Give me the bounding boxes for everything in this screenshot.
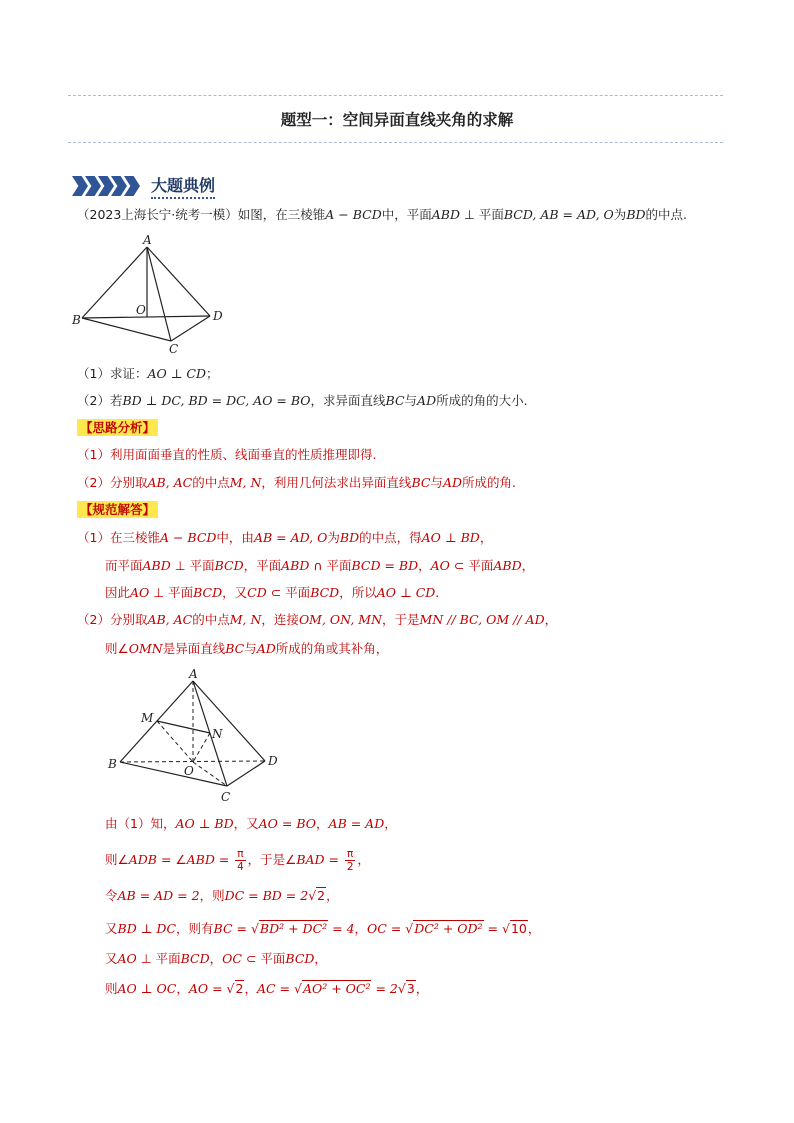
derivation-line-3: 令AB = AD = 2，则DC = BD = 2√2，	[105, 888, 339, 903]
fraction-pi-over-2: $\frac{\pi}{2}$	[346, 848, 354, 873]
fig2-label-b: B	[108, 757, 117, 771]
fig2-label-o: O	[184, 764, 194, 778]
fig1-label-o: O	[136, 303, 146, 317]
page-title: 题型一：空间异面直线夹角的求解	[280, 111, 514, 129]
fig2-label-c: C	[221, 790, 231, 804]
fig2-label-m: M	[141, 711, 154, 725]
problem-statement: （2023上海长宁·统考一模）如图，在三棱锥A − BCD中，平面ABD ⊥ 平面BCD, AB = AD, O为BD的中点.	[77, 207, 688, 222]
solution-tag-line	[77, 501, 158, 519]
fig2-label-d: D	[268, 754, 278, 768]
section-banner	[72, 175, 215, 197]
fraction-pi-over-4: $\frac{\pi}{4}$	[237, 848, 244, 873]
solution-line-4: （2）分别取AB, AC的中点M, N，连接OM, ON, MN，于是MN // BC, OM // AD，	[77, 612, 558, 627]
solution-tag: 【规范解答】	[77, 501, 158, 518]
solution-line-2: 而平面ABD ⊥ 平面BCD，平面ABD ∩ 平面BCD = BD，AO ⊂ 平面ABD，	[105, 558, 535, 573]
solution-line-3: 因此AO ⊥ 平面BCD，又CD ⊂ 平面BCD，所以AO ⊥ CD.	[105, 585, 440, 600]
fig2-label-n: N	[212, 727, 223, 741]
fig1-label-a: A	[143, 233, 152, 247]
solution-line-5: 则∠OMN是异面直线BC与AD所成的角或其补角，	[105, 641, 389, 656]
question-2: （2）若BD ⊥ DC, BD = DC, AO = BO，求异面直线BC与AD所成的角的大小.	[77, 393, 528, 408]
fig1-label-c: C	[169, 342, 179, 356]
fig1-label-b: B	[72, 313, 81, 327]
chevron-arrows-icon	[72, 176, 137, 196]
top-dashed-rule	[68, 95, 723, 96]
analysis-line-2: （2）分别取AB, AC的中点M, N，利用几何法求出异面直线BC与AD所成的角.	[77, 475, 516, 490]
question-1: （1）求证：AO ⊥ CD；	[77, 366, 219, 381]
analysis-tag-line	[77, 419, 158, 437]
fig1-label-d: D	[213, 309, 223, 323]
derivation-line-6: 则AO ⊥ OC，AO = √2，AC = √AO² + OC² = 2√3，	[105, 981, 429, 996]
derivation-line-4: 又BD ⊥ DC，则有BC = √BD² + DC² = 4，OC = √DC² + OD² = √10，	[105, 921, 541, 936]
solution-line-1: （1）在三棱锥A − BCD中，由AB = AD, O为BD的中点，得AO ⊥ BD，	[77, 530, 493, 545]
analysis-line-1: （1）利用面面垂直的性质、线面垂直的性质推理即得.	[77, 447, 377, 462]
analysis-tag: 【思路分析】	[77, 419, 158, 436]
derivation-line-1: 由（1）知，AO ⊥ BD，又AO = BO，AB = AD，	[105, 816, 397, 831]
fig2-label-a: A	[189, 667, 198, 681]
banner-title: 大题典例	[151, 173, 215, 199]
title-underline-rule	[68, 142, 723, 143]
derivation-line-2: 则∠ADB = ∠ABD = $\frac{\pi}{4}$ ，于是∠BAD = $\frac{\pi}{2}$ ，	[105, 848, 370, 873]
derivation-line-5: 又AO ⊥ 平面BCD，OC ⊂ 平面BCD，	[105, 951, 327, 966]
